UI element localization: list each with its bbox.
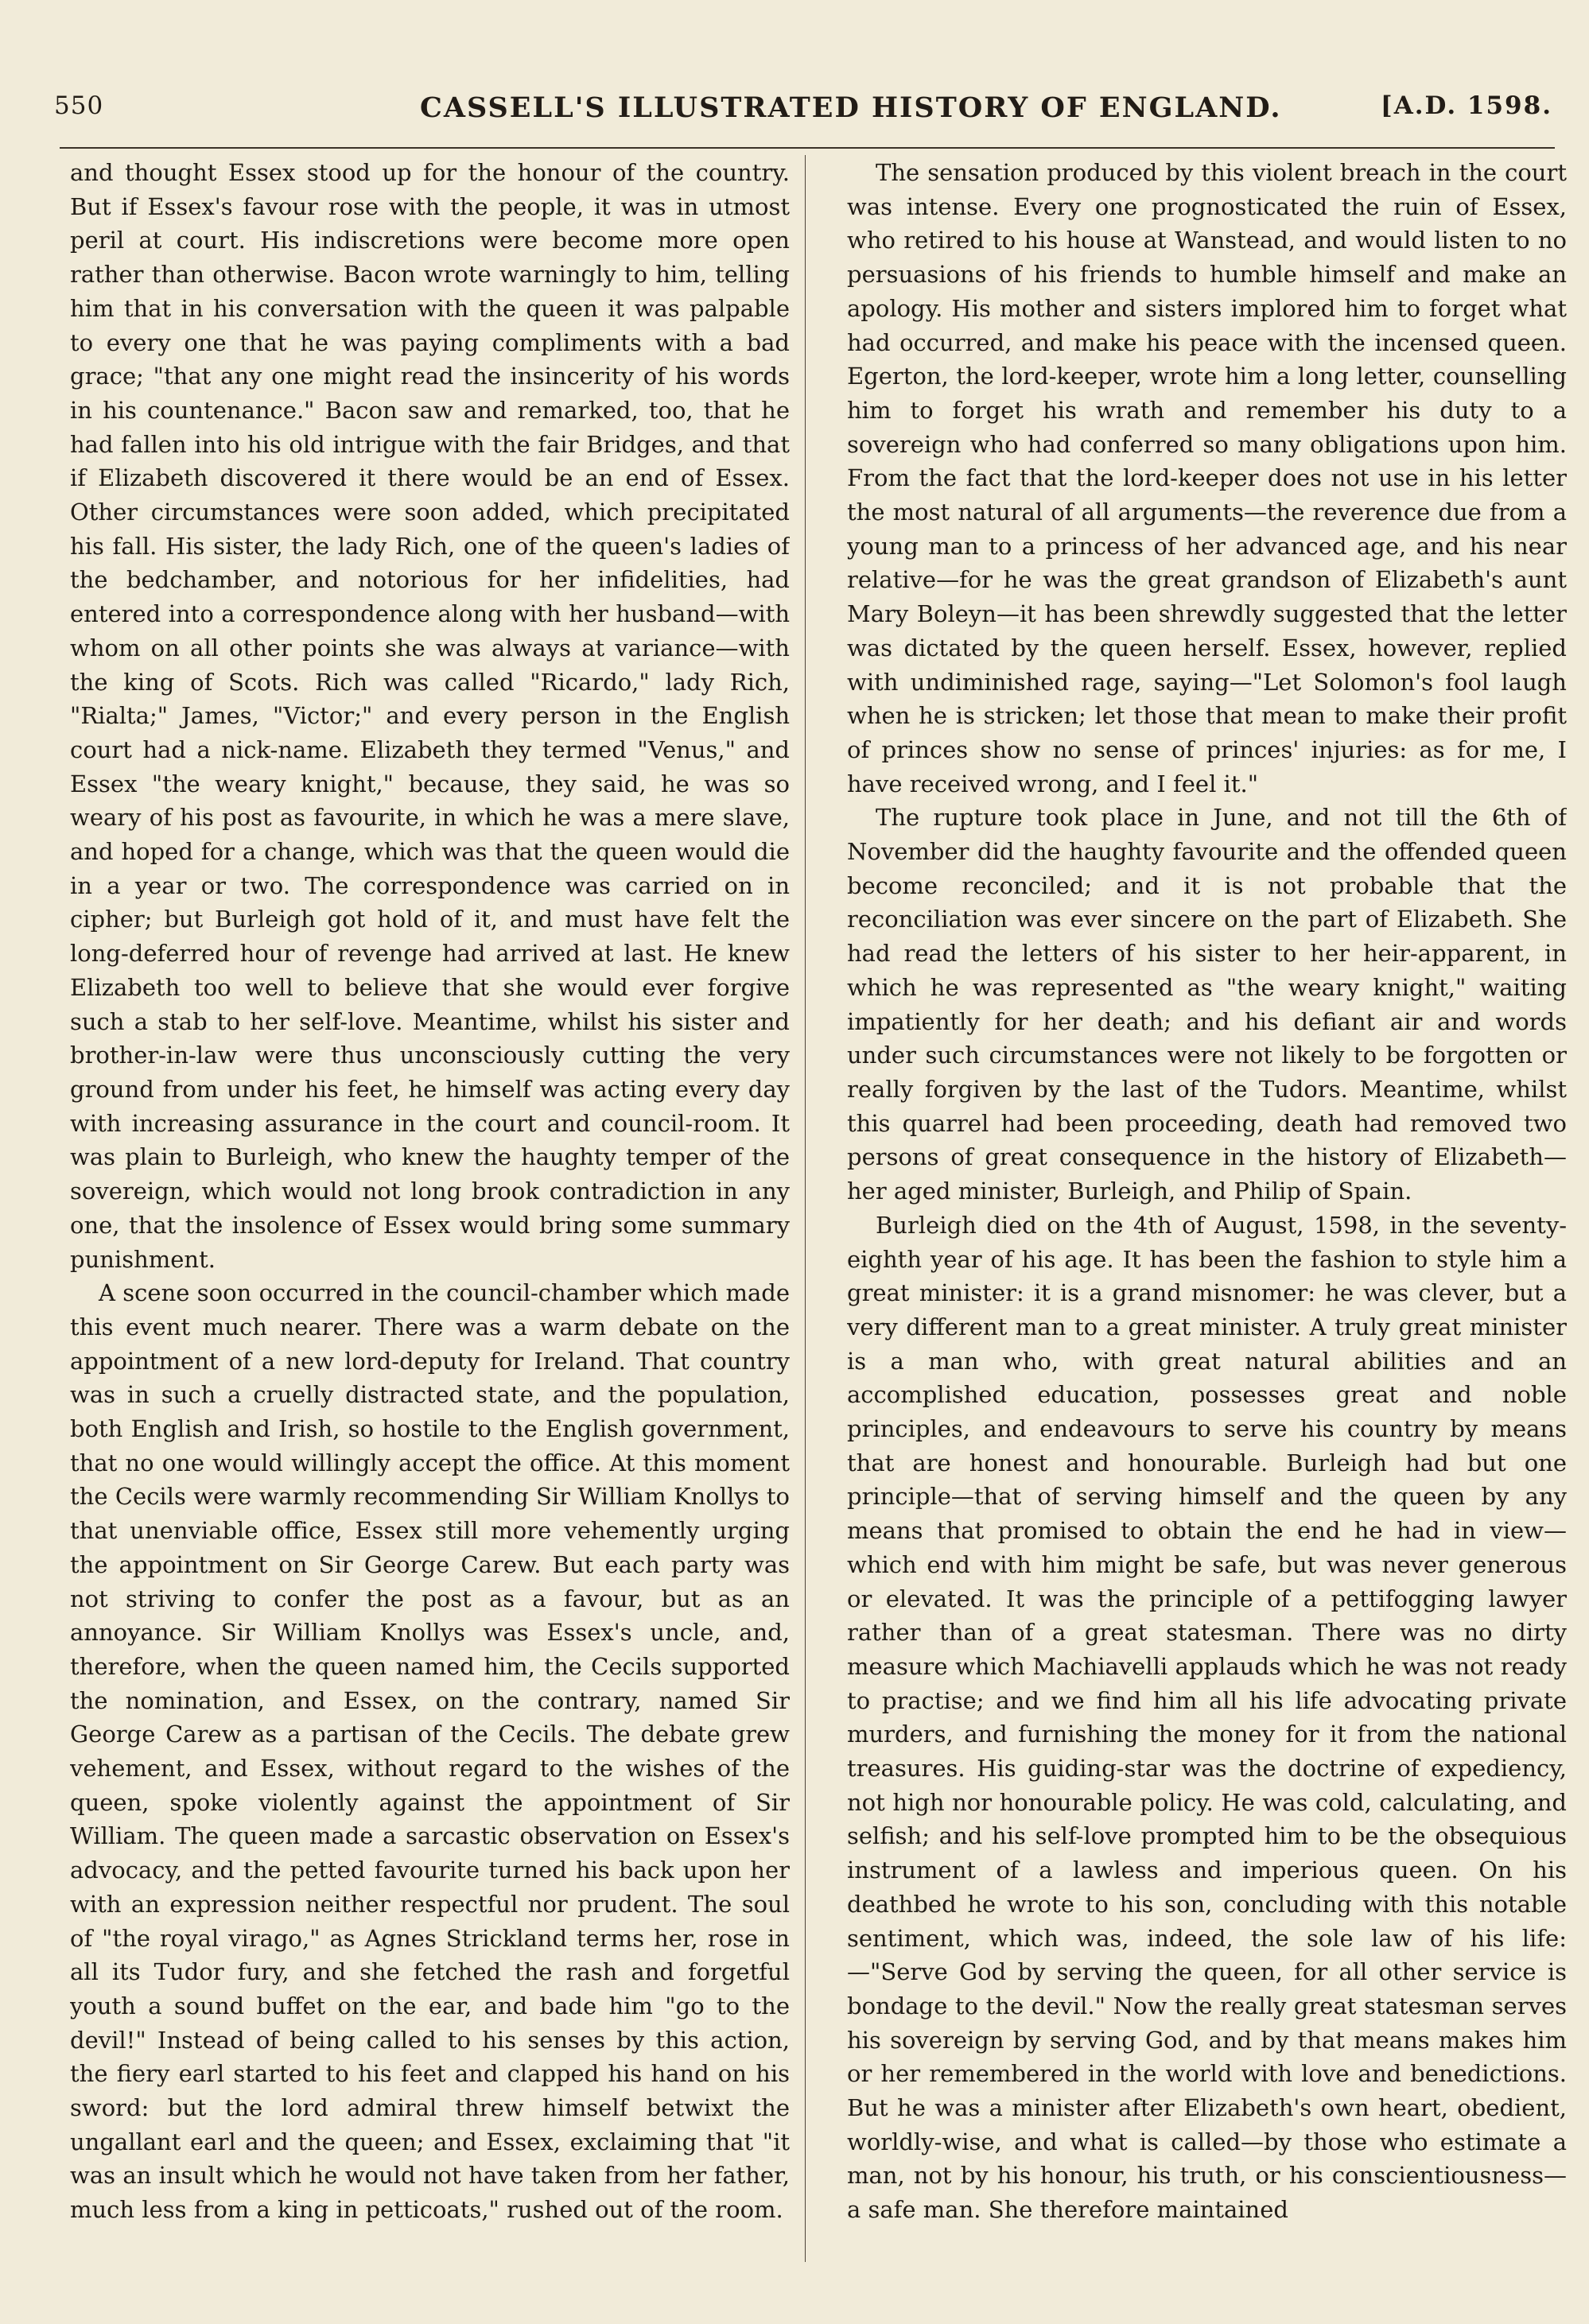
left-column bbox=[70, 156, 790, 2255]
paragraph-2: A scene soon occurred in the council-chamber which made this event much nearer. There was a warm debate on the appointment of a new lord-deputy for Ireland. That country was in such a cruelly distracted state, and the population, both English and Irish, so hostile to the English government, that no one would willingly accept the office. At this moment the Cecils were warmly recommending Sir William Knollys to that unenviable office, Essex still more vehemently urging the appointment on Sir George Carew. But each party was not striving to confer the post as a favour, but as an annoyance. Sir William Knollys was Essex's uncle, and, therefore, when the queen named him, the Cecils supported the nomination, and Essex, on the contrary, named Sir George Carew as a partisan of the Cecils. The debate grew vehement, and Essex, without regard to the wishes of the queen, spoke violently against the appointment of Sir William. The queen made a sarcastic observation on Essex's advocacy, and the petted favourite turned his back upon her with an expression neither respectful nor prudent. The soul of "the royal virago," as Agnes Strickland terms her, rose in all its Tudor fury, and she fetched the rash and forgetful youth a sound buffet on the ear, and bade him "go to the devil!" Instead of being called to his senses by this action, the fiery earl started to his feet and clapped his hand on his sword: but the lord admiral threw himself betwixt the ungallant earl and the queen; and Essex, exclaiming that "it was an insult which he would not have taken from her father, much less from a king in petticoats," rushed out of the room. bbox=[70, 1279, 790, 2224]
running-title: CASSELL'S ILLUSTRATED HISTORY OF ENGLAND. bbox=[420, 91, 1282, 124]
running-header bbox=[54, 91, 1552, 139]
paragraph-5: Burleigh died on the 4th of August, 1598, in the seventy-eighth year of his age. It has been the fashion to style him a great minister: it is a grand misnomer: he was clever, but a very different man to a great minister. A truly great minister is a man who, with great natural abilities and an accomplished education, possesses great and noble principles, and endeavours to serve his country by means that are honest and honourable. Burleigh had but one principle—that of serving himself and the queen by any means that promised to obtain the end he had in view—which end with him might be safe, but was never generous or elevated. It was the principle of a pettifogging lawyer rather than of a great statesman. There was no dirty measure which Machiavelli applauds which he was not ready to practise; and we find him all his life advocating private murders, and furnishing the money for it from the national treasures. His guiding-star was the doctrine of expediency, not high nor honourable policy. He was cold, calculating, and selfish; and his self-love prompted him to be the obsequious instrument of a lawless and imperious queen. On his deathbed he wrote to his son, concluding with this notable sentiment, which was, indeed, the sole law of his life:—"Serve God by serving the queen, for all other service is bondage to the devil." Now the really great statesman serves his sovereign by serving God, and by that means makes him or her remembered in the world with love and benedictions. But he was a minister after Elizabeth's own heart, obedient, worldly-wise, and what is called—by those who estimate a man, not by his honour, his truth, or his conscientiousness—a safe man. She therefore maintained bbox=[847, 1211, 1567, 2224]
paragraph-3: The sensation produced by this violent breach in the court was intense. Every one prognosticated the ruin of Essex, who retired to his house at Wanstead, and would listen to no persuasions of his friends to humble himself and make an apology. His mother and sisters implored him to forget what had occurred, and make his peace with the incensed queen. Egerton, the lord-keeper, wrote him a long letter, counselling him to forget his wrath and remember his duty to a sovereign who had conferred so many obligations upon him. From the fact that the lord-keeper does not use in his letter the most natural of all arguments—the reverence due from a young man to a princess of her advanced age, and his near relative—for he was the great grandson of Elizabeth's aunt Mary Boleyn—it has been shrewdly suggested that the letter was dictated by the queen herself. Essex, however, replied with undiminished rage, saying—"Let Solomon's fool laugh when he is stricken; let those that mean to make their profit of princes show no sense of princes' injuries: as for me, I have received wrong, and I feel it." bbox=[847, 159, 1567, 797]
header-rule bbox=[60, 147, 1555, 149]
paragraph-1: and thought Essex stood up for the honour of the country. But if Essex's favour rose with the people, it was in utmost peril at court. His indiscretions were become more open rather than otherwise. Bacon wrote warningly to him, telling him that in his conversation with the queen it was palpable to every one that he was paying compliments with a bad grace; "that any one might read the insincerity of his words in his countenance." Bacon saw and remarked, too, that he had fallen into his old intrigue with the fair Bridges, and that if Elizabeth discovered it there would be an end of Essex. Other circumstances were soon added, which precipitated his fall. His sister, the lady Rich, one of the queen's ladies of the bedchamber, and notorious for her infidelities, had entered into a correspondence along with her husband—with whom on all other points she was always at variance—with the king of Scots. Rich was called "Ricardo," lady Rich, "Rialta;" James, "Victor;" and every person in the English court had a nick-name. Elizabeth they termed "Venus," and Essex "the weary knight," because, they said, he was so weary of his post as favourite, in which he was a mere slave, and hoped for a change, which was that the queen would die in a year or two. The correspondence was carried on in cipher; but Burleigh got hold of it, and must have felt the long-deferred hour of revenge had arrived at last. He knew Elizabeth too well to believe that she would ever forgive such a stab to her self-love. Meantime, whilst his sister and brother-in-law were thus unconsciously cutting the very ground from under his feet, he himself was acting every day with increasing assurance in the court and council-room. It was plain to Burleigh, who knew the haughty temper of the sovereign, which would not long brook contradiction in any one, that the insolence of Essex would bring some summary punishment. bbox=[70, 159, 790, 1273]
page-number: 550 bbox=[54, 91, 104, 120]
date-reference: [A.D. 1598. bbox=[1381, 91, 1552, 120]
right-column bbox=[847, 156, 1567, 2255]
column-divider bbox=[805, 155, 806, 2262]
paragraph-4: The rupture took place in June, and not till the 6th of November did the haughty favourite and the offended queen become reconciled; and it is not probable that the reconciliation was ever sincere on the part of Elizabeth. She had read the letters of his sister to her heir-apparent, in which he was represented as "the weary knight," waiting impatiently for her death; and his defiant air and words under such circumstances were not likely to be forgotten or really forgiven by the last of the Tudors. Meantime, whilst this quarrel had been proceeding, death had removed two persons of great consequence in the history of Elizabeth—her aged minister, Burleigh, and Philip of Spain. bbox=[847, 804, 1567, 1205]
